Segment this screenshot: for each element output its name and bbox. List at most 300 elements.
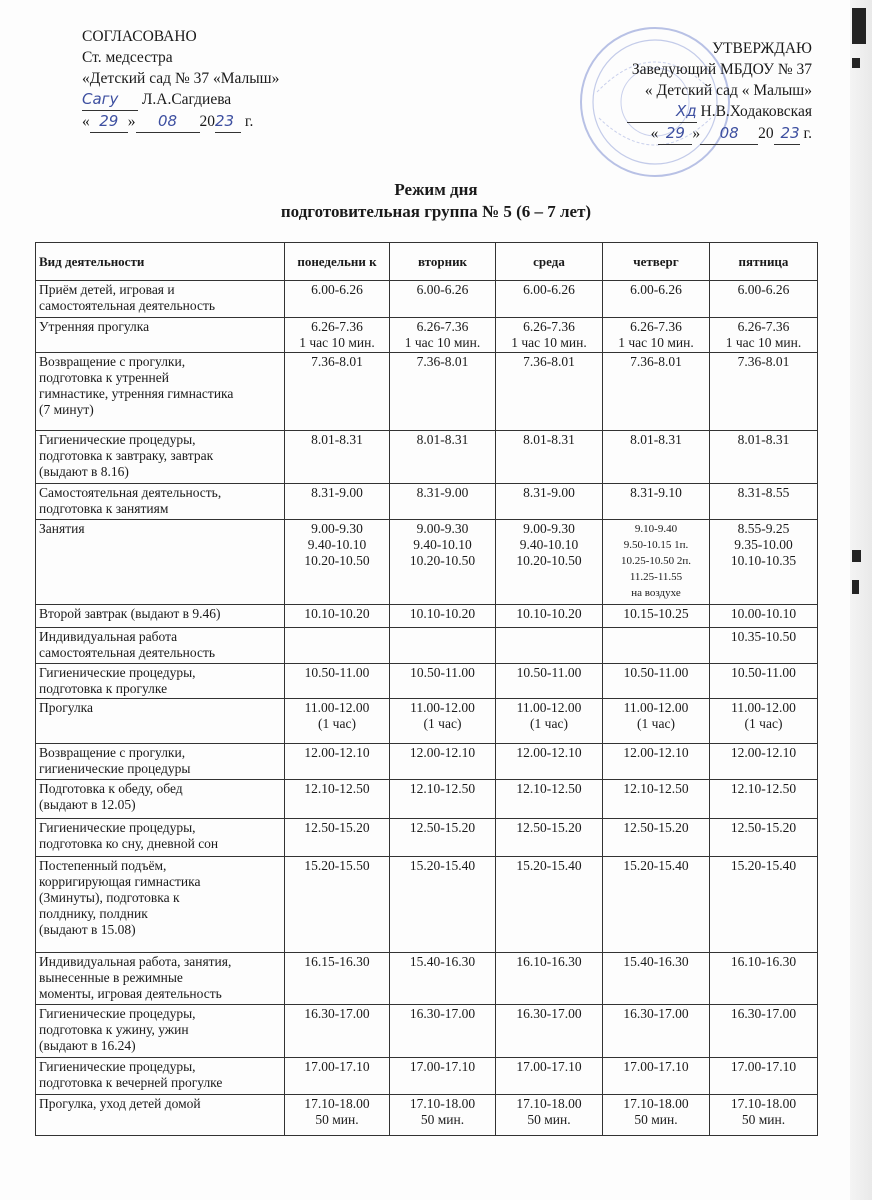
time-text: 17.10-18.00 bbox=[516, 1096, 582, 1112]
activity-text: (выдают в 15.08) bbox=[39, 922, 136, 938]
time-cell bbox=[285, 779, 390, 818]
time-text: 10.20-10.50 bbox=[409, 552, 476, 568]
date-day: 29 bbox=[658, 123, 692, 145]
time-text: 8.01-8.31 bbox=[416, 431, 469, 447]
activity-text: Гигиенические процедуры, bbox=[39, 1006, 196, 1022]
time-cell bbox=[496, 953, 603, 1005]
time-cell bbox=[496, 818, 603, 857]
time-cell bbox=[285, 519, 390, 605]
time-text: 50 мин. bbox=[527, 1112, 571, 1128]
handwritten-signature: Сагу bbox=[82, 89, 138, 111]
activity-text: Гигиенические процедуры, bbox=[39, 1059, 196, 1075]
approval-org: « Детский сад « Малыш» bbox=[644, 82, 812, 99]
time-text: 6.00-6.26 bbox=[630, 282, 682, 297]
time-text: 8.31-9.10 bbox=[630, 485, 682, 500]
time-text: 6.00-6.26 bbox=[737, 282, 790, 297]
time-text: (1 час) bbox=[423, 716, 462, 732]
time-text: 17.10-18.00 bbox=[623, 1096, 689, 1112]
time-text: 50 мин. bbox=[741, 1112, 786, 1128]
activity-cell bbox=[36, 519, 285, 605]
time-text: 6.00-6.26 bbox=[523, 282, 575, 297]
table-row bbox=[36, 484, 818, 520]
time-text: 15.20-15.40 bbox=[730, 858, 797, 874]
time-text: 8.55-9.25 bbox=[737, 520, 790, 536]
scan-edge-mark bbox=[852, 550, 861, 562]
time-text: 12.00-12.10 bbox=[409, 745, 476, 761]
activity-text: подготовка ко сну, дневной сон bbox=[39, 835, 219, 851]
time-text: 17.00-17.10 bbox=[516, 1059, 582, 1075]
time-text: 10.50-11.00 bbox=[304, 664, 370, 680]
schedule-table bbox=[35, 242, 818, 1136]
time-text: 6.26-7.36 bbox=[416, 318, 469, 334]
time-text: 1 час 10 мин. bbox=[511, 334, 587, 350]
time-cell bbox=[603, 317, 710, 353]
time-cell bbox=[390, 1058, 496, 1095]
activity-text: (7 минут) bbox=[39, 402, 94, 418]
approval-block-right bbox=[600, 38, 812, 145]
time-cell bbox=[285, 627, 390, 663]
time-text: (1 час) bbox=[637, 716, 675, 732]
column-header-tuesday: вторник bbox=[390, 243, 496, 281]
time-text: 9.00-9.30 bbox=[311, 520, 363, 536]
time-text: 15.40-16.30 bbox=[409, 954, 476, 970]
activity-text: самостоятельная деятельность bbox=[39, 298, 215, 313]
approval-heading: УТВЕРЖДАЮ bbox=[712, 40, 812, 57]
time-text: 1 час 10 мин. bbox=[404, 334, 481, 350]
approval-position: Ст. медсестра bbox=[82, 49, 173, 66]
table-row bbox=[36, 519, 818, 605]
time-text: 17.10-18.00 bbox=[409, 1096, 476, 1112]
time-cell bbox=[710, 519, 818, 605]
time-text: 1 час 10 мин. bbox=[299, 334, 375, 350]
time-cell bbox=[285, 1005, 390, 1058]
time-cell bbox=[603, 353, 710, 431]
activity-text: полднику, полдник bbox=[39, 906, 148, 922]
time-text: 10.10-10.35 bbox=[730, 552, 797, 568]
time-text: на воздухе bbox=[631, 586, 681, 599]
time-text: 12.50-15.20 bbox=[516, 819, 582, 835]
time-cell bbox=[285, 353, 390, 431]
activity-text: Утренняя прогулка bbox=[39, 318, 150, 334]
time-text: 16.15-16.30 bbox=[304, 954, 370, 970]
time-text: 50 мин. bbox=[634, 1112, 678, 1128]
time-text: 17.00-17.10 bbox=[730, 1059, 797, 1075]
date-year: 23 bbox=[215, 111, 241, 133]
approval-position: Заведующий МБДОУ № 37 bbox=[631, 61, 812, 78]
time-cell bbox=[285, 430, 390, 483]
time-cell bbox=[710, 663, 818, 699]
activity-text: самостоятельная деятельность bbox=[39, 644, 215, 660]
activity-text: подготовка к вечерней прогулке bbox=[39, 1075, 223, 1091]
time-cell bbox=[496, 605, 603, 627]
time-cell bbox=[496, 484, 603, 520]
time-cell bbox=[710, 699, 818, 744]
activity-text: (3минуты), подготовка к bbox=[39, 890, 180, 906]
table-row bbox=[36, 317, 818, 353]
time-cell bbox=[285, 317, 390, 353]
column-header-wednesday: среда bbox=[496, 243, 603, 281]
time-text: 10.35-10.50 bbox=[730, 628, 797, 644]
time-text: 9.40-10.10 bbox=[307, 536, 367, 552]
activity-text: подготовка к ужину, ужин bbox=[39, 1022, 189, 1038]
approval-heading: СОГЛАСОВАНО bbox=[82, 28, 197, 45]
time-cell bbox=[285, 1058, 390, 1095]
time-text: (1 час) bbox=[530, 716, 568, 732]
activity-text: Прогулка, уход детей домой bbox=[39, 1096, 201, 1112]
activity-text: Занятия bbox=[39, 520, 85, 536]
time-text: 16.30-17.00 bbox=[409, 1006, 476, 1022]
time-cell bbox=[603, 779, 710, 818]
time-text: 6.00-6.26 bbox=[416, 282, 469, 297]
date-suffix: г. bbox=[803, 125, 812, 142]
table-row bbox=[36, 627, 818, 663]
time-cell bbox=[285, 699, 390, 744]
table-row bbox=[36, 353, 818, 431]
time-cell bbox=[390, 484, 496, 520]
time-text: 17.10-18.00 bbox=[730, 1096, 797, 1112]
activity-cell bbox=[36, 484, 285, 520]
activity-text: гигиенические процедуры bbox=[39, 761, 191, 777]
time-cell bbox=[603, 484, 710, 520]
activity-cell bbox=[36, 744, 285, 780]
time-cell bbox=[710, 1058, 818, 1095]
activity-cell bbox=[36, 857, 285, 953]
time-text: 12.00-12.10 bbox=[304, 745, 370, 761]
time-cell bbox=[496, 281, 603, 318]
time-cell bbox=[496, 317, 603, 353]
time-text: 15.20-15.50 bbox=[304, 858, 370, 874]
time-text: 7.36-8.01 bbox=[523, 354, 575, 370]
time-text: 10.10-10.20 bbox=[304, 606, 370, 622]
time-text: 10.20-10.50 bbox=[516, 552, 582, 568]
time-text: 10.50-11.00 bbox=[410, 664, 475, 680]
time-text: 10.10-10.20 bbox=[516, 606, 582, 622]
time-cell bbox=[285, 281, 390, 318]
time-text: 15.20-15.40 bbox=[516, 858, 582, 874]
signature-name: Л.А.Сагдиева bbox=[141, 91, 232, 108]
time-cell bbox=[496, 779, 603, 818]
signature-line bbox=[82, 89, 279, 111]
time-text: 15.40-16.30 bbox=[623, 954, 689, 970]
time-text: 12.10-12.50 bbox=[516, 780, 582, 796]
time-text: 10.50-11.00 bbox=[516, 664, 582, 680]
time-cell bbox=[390, 779, 496, 818]
time-text: 17.00-17.10 bbox=[623, 1059, 689, 1075]
time-text: 7.36-8.01 bbox=[416, 354, 469, 370]
time-cell bbox=[603, 663, 710, 699]
time-cell bbox=[496, 519, 603, 605]
date-month: 08 bbox=[136, 111, 200, 133]
time-text: 11.00-12.00 bbox=[304, 700, 370, 716]
activity-text: подготовка к занятиям bbox=[39, 501, 169, 516]
time-cell bbox=[390, 353, 496, 431]
time-cell bbox=[603, 1058, 710, 1095]
time-text: 8.31-9.00 bbox=[416, 485, 469, 500]
scan-edge-mark bbox=[852, 8, 866, 44]
time-cell bbox=[603, 627, 710, 663]
time-text: 10.20-10.50 bbox=[304, 552, 370, 568]
time-cell bbox=[496, 1058, 603, 1095]
time-text: 16.10-16.30 bbox=[730, 954, 797, 970]
activity-text: (выдают в 8.16) bbox=[39, 463, 129, 479]
schedule-body bbox=[36, 281, 818, 1136]
time-cell bbox=[390, 663, 496, 699]
time-cell bbox=[603, 281, 710, 318]
time-text: 6.26-7.36 bbox=[737, 318, 790, 334]
time-cell bbox=[285, 484, 390, 520]
table-header-row bbox=[36, 243, 818, 281]
time-cell bbox=[710, 1005, 818, 1058]
time-text: 7.36-8.01 bbox=[311, 354, 363, 370]
time-cell bbox=[710, 1095, 818, 1136]
table-row bbox=[36, 699, 818, 744]
activity-cell bbox=[36, 779, 285, 818]
activity-text: Подготовка к обеду, обед bbox=[39, 780, 183, 796]
time-cell bbox=[710, 744, 818, 780]
activity-text: Приём детей, игровая и bbox=[39, 282, 175, 297]
time-text: 11.00-12.00 bbox=[623, 700, 689, 716]
time-text: 12.50-15.20 bbox=[304, 819, 370, 835]
time-text: 16.10-16.30 bbox=[516, 954, 582, 970]
table-row bbox=[36, 663, 818, 699]
time-text: 10.10-10.20 bbox=[409, 606, 476, 622]
activity-cell bbox=[36, 605, 285, 627]
time-cell bbox=[496, 430, 603, 483]
time-text: 16.30-17.00 bbox=[516, 1006, 582, 1022]
time-text: 12.10-12.50 bbox=[623, 780, 689, 796]
time-text: 9.50-10.15 1п. bbox=[623, 538, 689, 551]
time-text: 16.30-17.00 bbox=[623, 1006, 689, 1022]
date-year-prefix: 20 bbox=[758, 125, 774, 142]
time-cell bbox=[496, 663, 603, 699]
time-text: 10.15-10.25 bbox=[623, 606, 689, 622]
activity-text: гимнастике, утренняя гимнастика bbox=[39, 386, 234, 402]
table-row bbox=[36, 744, 818, 780]
handwritten-signature: Хд bbox=[627, 101, 697, 123]
time-text: 17.10-18.00 bbox=[304, 1096, 370, 1112]
time-cell bbox=[390, 281, 496, 318]
column-header-activity: Вид деятельности bbox=[36, 243, 285, 281]
time-text: 8.01-8.31 bbox=[630, 431, 682, 447]
activity-text: Гигиенические процедуры, bbox=[39, 819, 196, 835]
activity-cell bbox=[36, 663, 285, 699]
time-cell bbox=[285, 953, 390, 1005]
time-cell bbox=[710, 627, 818, 663]
time-cell bbox=[285, 818, 390, 857]
time-text: 9.40-10.10 bbox=[519, 536, 579, 552]
approval-block-left bbox=[82, 26, 279, 133]
time-cell bbox=[710, 484, 818, 520]
activity-cell bbox=[36, 353, 285, 431]
time-cell bbox=[710, 605, 818, 627]
time-text: 8.31-8.55 bbox=[737, 485, 790, 500]
time-text: 9.40-10.10 bbox=[413, 536, 472, 552]
time-text: 10.25-10.50 2п. bbox=[620, 554, 692, 567]
scan-edge-mark bbox=[852, 58, 860, 68]
table-row bbox=[36, 1005, 818, 1058]
date-suffix: г. bbox=[244, 113, 254, 130]
time-text: 11.00-12.00 bbox=[410, 700, 475, 716]
table-row bbox=[36, 1058, 818, 1095]
date-month: 08 bbox=[700, 123, 758, 145]
time-text: 17.00-17.10 bbox=[409, 1059, 476, 1075]
time-cell bbox=[603, 1095, 710, 1136]
time-text: 9.00-9.30 bbox=[416, 520, 469, 536]
time-cell bbox=[603, 953, 710, 1005]
time-cell bbox=[390, 699, 496, 744]
activity-text: моменты, игровая деятельность bbox=[39, 986, 222, 1002]
time-text: 1 час 10 мин. bbox=[725, 334, 802, 350]
time-cell bbox=[603, 519, 710, 605]
activity-text: Прогулка bbox=[39, 700, 94, 716]
activity-text: корригирующая гимнастика bbox=[39, 874, 201, 890]
time-cell bbox=[496, 627, 603, 663]
time-text: 12.00-12.10 bbox=[730, 745, 797, 761]
date-year-prefix: 20 bbox=[199, 113, 215, 130]
time-text: 11.00-12.00 bbox=[731, 700, 796, 716]
time-cell bbox=[710, 818, 818, 857]
time-cell bbox=[390, 744, 496, 780]
time-cell bbox=[496, 1005, 603, 1058]
time-cell bbox=[390, 1095, 496, 1136]
time-cell bbox=[285, 605, 390, 627]
activity-cell bbox=[36, 317, 285, 353]
table-row bbox=[36, 953, 818, 1005]
time-text: 7.36-8.01 bbox=[630, 354, 682, 370]
time-text: 15.20-15.40 bbox=[623, 858, 689, 874]
activity-text: (выдают в 16.24) bbox=[39, 1038, 136, 1054]
approval-org: «Детский сад № 37 «Малыш» bbox=[82, 70, 280, 87]
approval-date: « 29 » 08 2023 г. bbox=[82, 111, 279, 133]
time-text: 11.00-12.00 bbox=[516, 700, 582, 716]
activity-cell bbox=[36, 1058, 285, 1095]
time-text: (1 час) bbox=[318, 716, 356, 732]
activity-text: вынесенные в режимные bbox=[39, 970, 183, 986]
table-row bbox=[36, 1095, 818, 1136]
approval-date: « 29 » 08 20 23 г. bbox=[600, 123, 812, 145]
activity-text: Возвращение с прогулки, bbox=[39, 354, 186, 370]
time-text: 9.00-9.30 bbox=[523, 520, 575, 536]
document-title: Режим дня bbox=[394, 180, 478, 199]
activity-text: Возвращение с прогулки, bbox=[39, 745, 186, 761]
time-text: 12.50-15.20 bbox=[623, 819, 689, 835]
scan-edge-mark bbox=[852, 580, 859, 594]
time-cell bbox=[496, 857, 603, 953]
activity-cell bbox=[36, 281, 285, 318]
column-header-monday: понедельни к bbox=[285, 243, 390, 281]
time-cell bbox=[496, 744, 603, 780]
time-text: 9.10-9.40 bbox=[634, 522, 678, 535]
time-cell bbox=[710, 317, 818, 353]
time-cell bbox=[603, 1005, 710, 1058]
time-text: 8.01-8.31 bbox=[311, 431, 363, 447]
activity-text: Постепенный подъём, bbox=[39, 858, 167, 874]
activity-cell bbox=[36, 818, 285, 857]
time-text: 6.26-7.36 bbox=[311, 318, 363, 334]
time-text: 10.00-10.10 bbox=[730, 606, 797, 622]
activity-text: подготовка к завтраку, завтрак bbox=[39, 447, 214, 463]
time-text: 6.26-7.36 bbox=[523, 318, 575, 334]
activity-text: Индивидуальная работа, занятия, bbox=[39, 954, 232, 970]
document-subtitle: подготовительная группа № 5 (6 – 7 лет) bbox=[280, 202, 592, 221]
time-cell bbox=[390, 430, 496, 483]
time-text: 17.00-17.10 bbox=[304, 1059, 370, 1075]
time-cell bbox=[710, 953, 818, 1005]
time-text: 9.35-10.00 bbox=[734, 536, 793, 552]
activity-cell bbox=[36, 627, 285, 663]
activity-cell bbox=[36, 699, 285, 744]
activity-text: (выдают в 12.05) bbox=[39, 796, 136, 812]
time-text: 12.50-15.20 bbox=[409, 819, 476, 835]
time-cell bbox=[390, 953, 496, 1005]
time-cell bbox=[285, 857, 390, 953]
table-row bbox=[36, 281, 818, 318]
activity-text: Второй завтрак (выдают в 9.46) bbox=[39, 606, 221, 622]
time-text: 8.31-9.00 bbox=[523, 485, 575, 500]
activity-text: Индивидуальная работа bbox=[39, 628, 178, 644]
time-cell bbox=[496, 1095, 603, 1136]
time-text: 10.50-11.00 bbox=[623, 664, 689, 680]
time-text: 12.00-12.10 bbox=[623, 745, 689, 761]
time-text: 11.25-11.55 bbox=[629, 570, 683, 583]
time-text: 7.36-8.01 bbox=[737, 354, 790, 370]
time-text: 6.00-6.26 bbox=[311, 282, 363, 297]
time-cell bbox=[710, 779, 818, 818]
activity-text: Гигиенические процедуры, bbox=[39, 431, 196, 447]
time-cell bbox=[285, 744, 390, 780]
time-cell bbox=[496, 699, 603, 744]
time-text: (1 час) bbox=[744, 716, 783, 732]
time-text: 6.26-7.36 bbox=[630, 318, 682, 334]
time-cell bbox=[603, 430, 710, 483]
time-text: 1 час 10 мин. bbox=[618, 334, 694, 350]
time-text: 12.10-12.50 bbox=[730, 780, 797, 796]
time-text: 16.30-17.00 bbox=[730, 1006, 797, 1022]
signature-line bbox=[600, 101, 812, 123]
time-cell bbox=[390, 1005, 496, 1058]
activity-text: подготовка к утренней bbox=[39, 370, 169, 386]
time-cell bbox=[285, 663, 390, 699]
time-cell bbox=[390, 317, 496, 353]
time-text: 12.50-15.20 bbox=[730, 819, 797, 835]
time-text: 16.30-17.00 bbox=[304, 1006, 370, 1022]
time-text: 8.31-9.00 bbox=[311, 485, 363, 500]
time-cell bbox=[710, 430, 818, 483]
time-cell bbox=[710, 353, 818, 431]
activity-cell bbox=[36, 953, 285, 1005]
time-cell bbox=[603, 818, 710, 857]
time-cell bbox=[603, 605, 710, 627]
activity-cell bbox=[36, 1095, 285, 1136]
time-cell bbox=[390, 627, 496, 663]
table-row bbox=[36, 779, 818, 818]
table-row bbox=[36, 605, 818, 627]
activity-text: подготовка к прогулке bbox=[39, 680, 168, 696]
time-cell bbox=[603, 857, 710, 953]
date-day: 29 bbox=[90, 111, 128, 133]
time-text: 12.10-12.50 bbox=[409, 780, 476, 796]
time-text: 50 мин. bbox=[315, 1112, 359, 1128]
time-text: 10.50-11.00 bbox=[731, 664, 796, 680]
time-cell bbox=[710, 281, 818, 318]
column-header-thursday: четверг bbox=[603, 243, 710, 281]
column-header-friday: пятница bbox=[710, 243, 818, 281]
time-cell bbox=[390, 605, 496, 627]
activity-text: Гигиенические процедуры, bbox=[39, 664, 196, 680]
activity-cell bbox=[36, 430, 285, 483]
time-cell bbox=[496, 353, 603, 431]
time-cell bbox=[285, 1095, 390, 1136]
